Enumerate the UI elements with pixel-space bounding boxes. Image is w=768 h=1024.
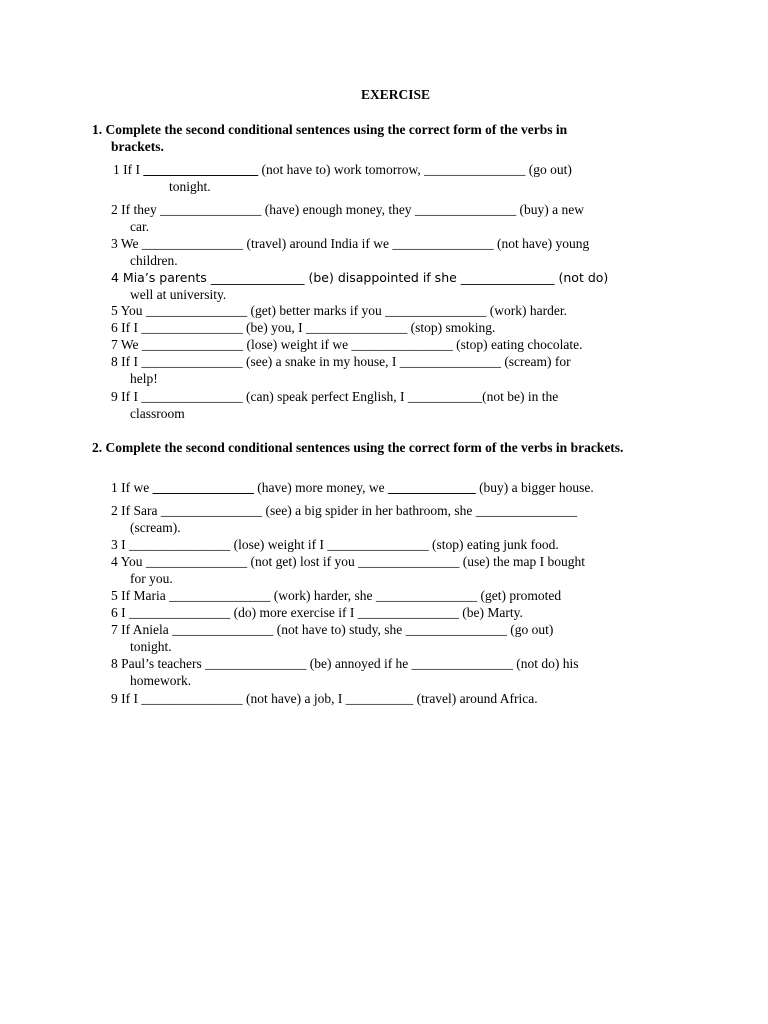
ex2-item-1: 1 If we _______________ (have) more money, we _____________ (buy) a bigger house.: [111, 480, 594, 495]
ex2-item-8-line1: 8 Paul’s teachers _______________ (be) annoyed if he _______________ (not do) his: [111, 656, 579, 671]
ex1-item-8-line1: 8 If I _______________ (see) a snake in my house, I _______________ (scream) for: [111, 354, 571, 369]
ex2-item-4-line1: 4 You _______________ (not get) lost if you _______________ (use) the map I bought: [111, 554, 585, 569]
exercise1-heading-line2: brackets.: [111, 139, 164, 154]
ex1-item-3-line1: 3 We _______________ (travel) around India if we _______________ (not have) young: [111, 236, 590, 251]
ex1-item-1-line1: 1 If I _________________ (not have to) work tomorrow, _______________ (go out): [113, 162, 572, 177]
ex1-item-3-line2: children.: [130, 253, 178, 268]
exercise2-heading: 2. Complete the second conditional sentences using the correct form of the verbs in brackets.: [92, 440, 624, 455]
answer-blank[interactable]: _____________: [387, 480, 476, 495]
ex1-item-1-line2: tonight.: [169, 179, 211, 194]
ex1-item-5: 5 You _______________ (get) better marks if you _______________ (work) harder.: [111, 303, 567, 318]
exercise1-heading-line1: 1. Complete the second conditional sentences using the correct form of the verbs in: [92, 122, 568, 137]
ex1-item-2-line1: 2 If they _______________ (have) enough money, they _______________ (buy) a new: [111, 202, 585, 217]
ex2-item-8-line2: homework.: [130, 673, 192, 688]
ex1-item-8-line2: help!: [130, 371, 158, 386]
ex1-item-4-line2: well at university.: [130, 287, 227, 302]
ex2-item-5: 5 If Maria _______________ (work) harder, she _______________ (get) promoted: [111, 588, 562, 603]
ex1-item-9-line1: 9 If I _______________ (can) speak perfect English, I ___________(not be) in the: [111, 389, 559, 404]
ex2-item-7-line1: 7 If Aniela _______________ (not have to) study, she _______________ (go out): [111, 622, 554, 637]
ex2-item-6: 6 I _______________ (do) more exercise if I _______________ (be) Marty.: [111, 605, 523, 620]
ex1-item-4-line1: 4 Mia’s parents _______________ (be) disappointed if she _______________ (not do): [111, 270, 609, 285]
ex1-item-6: 6 If I _______________ (be) you, I _______________ (stop) smoking.: [111, 320, 496, 335]
ex2-item-9: 9 If I _______________ (not have) a job, I __________ (travel) around Africa.: [111, 691, 538, 706]
ex2-item-7-line2: tonight.: [130, 639, 172, 654]
ex2-item-2-line1: 2 If Sara _______________ (see) a big spider in her bathroom, she _______________: [111, 503, 578, 518]
ex1-item-9-line2: classroom: [130, 406, 185, 421]
ex2-item-3: 3 I _______________ (lose) weight if I _______________ (stop) eating junk food.: [111, 537, 559, 552]
page-title: EXERCISE: [361, 87, 431, 102]
answer-blank[interactable]: _________________: [143, 162, 259, 177]
ex2-item-2-line2: (scream).: [130, 520, 181, 535]
ex1-item-7: 7 We _______________ (lose) weight if we _______________ (stop) eating chocolate.: [111, 337, 583, 352]
ex2-item-4-line2: for you.: [130, 571, 173, 586]
ex1-item-2-line2: car.: [130, 219, 150, 234]
answer-blank[interactable]: _______________: [152, 480, 254, 495]
